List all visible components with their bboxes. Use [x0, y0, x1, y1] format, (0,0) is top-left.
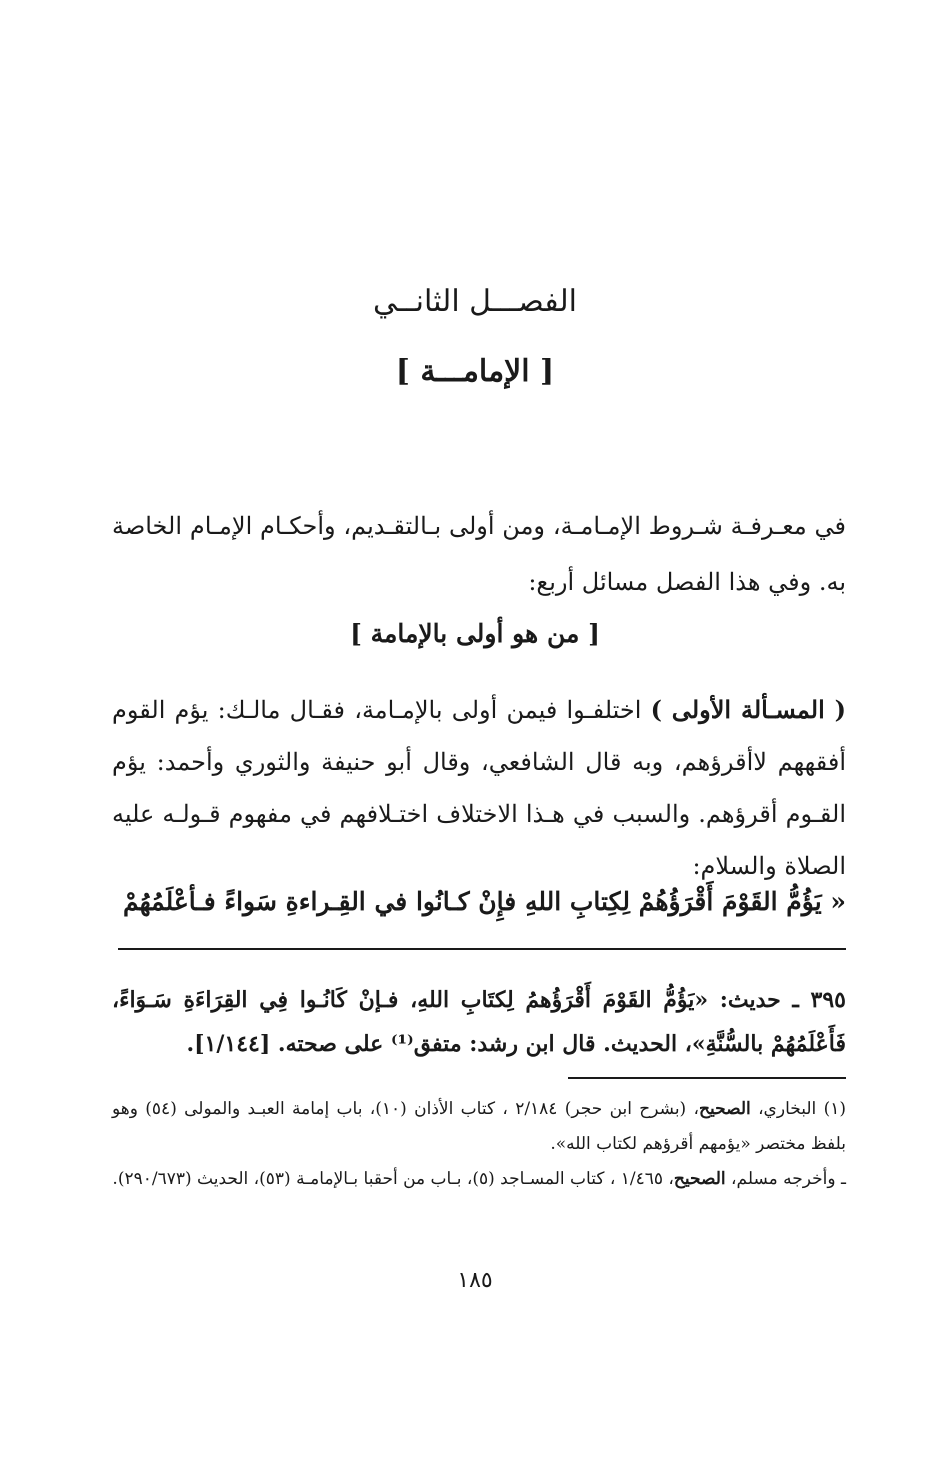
footnote-separator-line: [568, 1077, 846, 1079]
hadith-note: ٣٩٥ ـ حديث: «يَؤُمُّ القَوْمَ أَقْرَؤُهمُ لِكتَابِ اللهِ، فـإنْ كَانُـوا فِي القِرَاءَةِ سَـوَاءً، فَأَعْلَمُهُمْ بالسُّنَّةِ»، الحديث. قال ابن رشد: متفق⁽¹⁾ على صحته. [١/١٤٤].: [112, 987, 846, 1057]
hadith-quote-line: « يَؤُمُّ القَوْمَ أَقْرَؤُهُمْ لِكِتابِ اللهِ فإِنْ كـانُوا في القِـراءةِ سَواءً فـأعْلَمُهُمْ: [122, 887, 846, 916]
footnote-2-source: الصحيح: [673, 1169, 726, 1189]
issue-paragraph: [112, 684, 846, 892]
footnote-1-prefix: (١) البخاري،: [750, 1099, 846, 1119]
page-number: ١٨٥: [457, 1268, 493, 1293]
footnote-1-source: الصحيح: [699, 1099, 751, 1119]
section-heading: [ من هو أولى بالإمامة ]: [350, 619, 600, 648]
intro-paragraph: في معـرفـة شـروط الإمـامـة، ومن أولى بـالتقـديم، وأحكـام الإمـام الخاصة به. وفي هذا الفصل مسائل أربع:: [112, 512, 846, 596]
footnote-2-prefix: ـ وأخرجه مسلم،: [725, 1169, 846, 1189]
chapter-title: الفصـــل الثانــي: [373, 284, 577, 319]
footnotes: [112, 1092, 846, 1197]
issue-label: ( المسـألة الأولى ): [650, 695, 846, 724]
footnote-1-text: ، (بشرح ابن حجر) ٢/١٨٤ ، كتاب الأذان (١٠)، باب إمامة العبـد والمولى (٥٤) وهو بلفظ مختصر «يؤمهم أقرؤهم لكتاب الله».: [112, 1099, 846, 1154]
issue-text: اختلفـوا فيمن أولى بالإمـامة، فقـال مالـك: يؤم القوم أفقههم لاأقرؤهم، وبه قال الشافعي، وقال أبو حنيفة والثوري وأحمد: يؤم القـوم أقرؤهم. والسبب في هـذا الاختلاف اختـلافهم في مفهوم قـولـه عليه الصلاة والسلام:: [112, 696, 846, 880]
footnote-1: [112, 1092, 846, 1162]
footnote-2-text: ، ١/٤٦٥ ، كتاب المسـاجد (٥)، بـاب من أحقبا بـالإمامـة (٥٣)، الحديث (٢٩٠/٦٧٣).: [112, 1169, 674, 1189]
footnote-2: [112, 1162, 846, 1197]
chapter-subtitle: [ الإمامـــة ]: [395, 354, 555, 389]
main-separator-line: [118, 948, 846, 950]
